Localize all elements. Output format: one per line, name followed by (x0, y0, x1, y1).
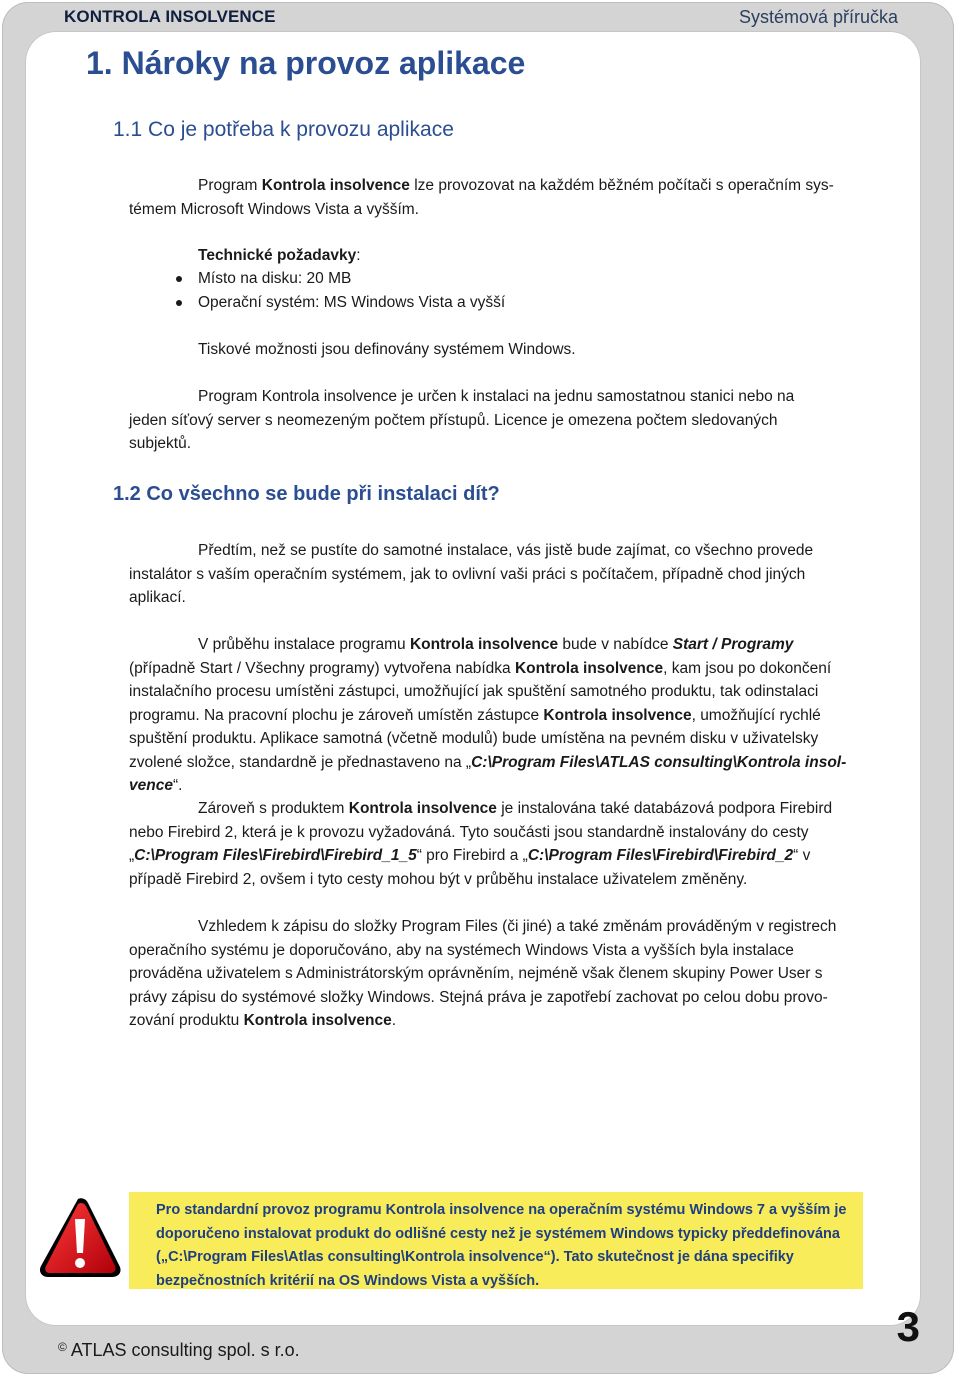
page-number: 3 (896, 1303, 920, 1350)
section-title-1-1: 1.1 Co je potřeba k provozu aplikace (113, 118, 454, 141)
install-path: C:\Program Files\ATLAS consulting\Kontrola insol- (471, 753, 847, 771)
copyright-symbol: © (58, 1340, 67, 1354)
text-run: , umožňující rychlé (691, 706, 821, 724)
text-line: Předtím, než se pustíte do samotné instalace, vás jistě bude zajímat, co všechno provede (198, 542, 814, 559)
text-run: “ pro Firebird a „ (416, 847, 528, 864)
section-title-1-2: 1.2 Co všechno se bude při instalaci dít? (113, 483, 500, 505)
menu-path: Start / Programy (672, 636, 794, 653)
text-run: “ v (793, 847, 811, 864)
requirements-colon: : (356, 247, 361, 264)
print-options-text: Tiskové možnosti jsou definovány systémem Windows. (198, 341, 576, 358)
text-run: (případně Start / Všechny programy) vytvořena nabídka (129, 659, 515, 677)
company-name: ATLAS consulting spol. s r.o. (70, 1340, 300, 1360)
product-name: Kontrola insolvence (409, 636, 559, 653)
product-name: Kontrola insolvence (514, 659, 664, 677)
paragraph-permissions (129, 915, 881, 1033)
requirements-label (198, 244, 361, 268)
text-run: je instalována také databázová podpora Firebird (496, 800, 833, 817)
product-name: Kontrola insolvence (243, 1012, 392, 1029)
requirements-label-text: Technické požadavky (198, 247, 357, 264)
paragraph-start-menu (129, 633, 881, 798)
text-line: Program Kontrola insolvence je určen k instalaci na jednu samostatnou stanici nebo na (198, 388, 795, 405)
text-line: témem Microsoft Windows Vista a vyšším. (129, 200, 419, 218)
list-item: Operační systém: MS Windows Vista a vyšší (172, 291, 505, 315)
text-line: instalátor s vaším operačním systémem, jak to ovlivní vaši práci s počítačem, případně chod jiných (129, 565, 806, 583)
paragraph-license (129, 385, 881, 456)
paragraph-installer-intro (129, 539, 881, 610)
recommendation-note (129, 1192, 863, 1289)
firebird-path: C:\Program Files\Firebird\Firebird_1_5 (134, 847, 417, 864)
product-name: Kontrola insolvence (261, 177, 410, 194)
text-run: lze provozovat na každém běžném počítači s operačním sys- (409, 177, 834, 194)
paragraph-firebird (129, 797, 881, 891)
text-run: „ (129, 847, 135, 864)
note-line: Pro standardní provoz programu Kontrola insolvence na operačním systému Windows 7 a vyšším je (156, 1202, 847, 1218)
header-manual-title: Systémová příručka (738, 7, 898, 27)
warning-icon (38, 1195, 122, 1279)
text-run: zvolené složce, standardně je přednastaveno na „ (129, 753, 472, 771)
text-line: právy zápisu do systémové složky Windows. Stejná práva je zapotřebí zachovat po celou dobu provo- (129, 988, 828, 1006)
header-product-name: KONTROLA INSOLVENCE (64, 7, 276, 26)
text-line: aplikací. (129, 589, 186, 606)
note-line: („C:\Program Files\Atlas consulting\Kontrola insolvence“). Tato skutečnost je dána specifiky (156, 1249, 794, 1265)
paragraph-program-requirements (129, 174, 881, 221)
install-path: vence (129, 777, 173, 794)
text-line: nebo Firebird 2, která je k provozu vyžadováná. Tyto součásti jsou standardně instalovány do cesty (129, 823, 809, 841)
text-run: programu. Na pracovní plochu je zároveň umístěn zástupce (129, 706, 544, 724)
chapter-title: 1. Nároky na provoz aplikace (86, 45, 526, 81)
text-run: . (391, 1012, 397, 1029)
text-line: subjektů. (129, 435, 192, 452)
text-run: Zároveň s produktem (198, 800, 349, 817)
text-line: prováděna uživatelem s Administrátorským oprávněním, nejméně však členem skupiny Power User s (129, 965, 823, 982)
text-line: Vzhledem k zápisu do složky Program Files (či jiné) a také změnám prováděným v registrech (198, 918, 837, 935)
text-line: operačního systému je doporučováno, aby na systémech Windows Vista a vyšších byla instalace (129, 941, 794, 959)
text-run: Program (198, 177, 262, 194)
note-line: bezpečnostních kritérií na OS Windows Vista a vyšších. (156, 1272, 540, 1289)
note-line: doporučeno instalovat produkt do odlišné cesty než je systémem Windows typicky předdefinována (156, 1225, 840, 1242)
text-run: zování produktu (129, 1012, 244, 1029)
list-item: Místo na disku: 20 MB (172, 267, 505, 291)
text-run: bude v nabídce (558, 636, 673, 653)
text-line: spuštění produktu. Aplikace samotná (včetně modulů) bude umístěna na pevném disku v uživatelsky (129, 730, 819, 747)
footer-copyright (58, 1340, 300, 1361)
product-name: Kontrola insolvence (543, 706, 692, 724)
product-name: Kontrola insolvence (348, 800, 497, 817)
requirements-list (172, 267, 505, 314)
firebird-path: C:\Program Files\Firebird\Firebird_2 (527, 847, 794, 864)
text-line: jeden síťový server s neomezeným počtem přístupů. Licence je omezena počtem sledovaných (129, 411, 778, 429)
text-line: případě Firebird 2, ovšem i tyto cesty mohou být v průběhu instalace uživatelem změněny. (129, 870, 748, 888)
text-line: instalačního procesu umístěni zástupci, umožňující jak spuštění samotného produktu, tak odinstalaci (129, 683, 819, 700)
text-run: “. (172, 777, 183, 794)
text-run: , kam jsou po dokončení (663, 659, 832, 677)
text-run: V průběhu instalace programu (198, 636, 410, 653)
